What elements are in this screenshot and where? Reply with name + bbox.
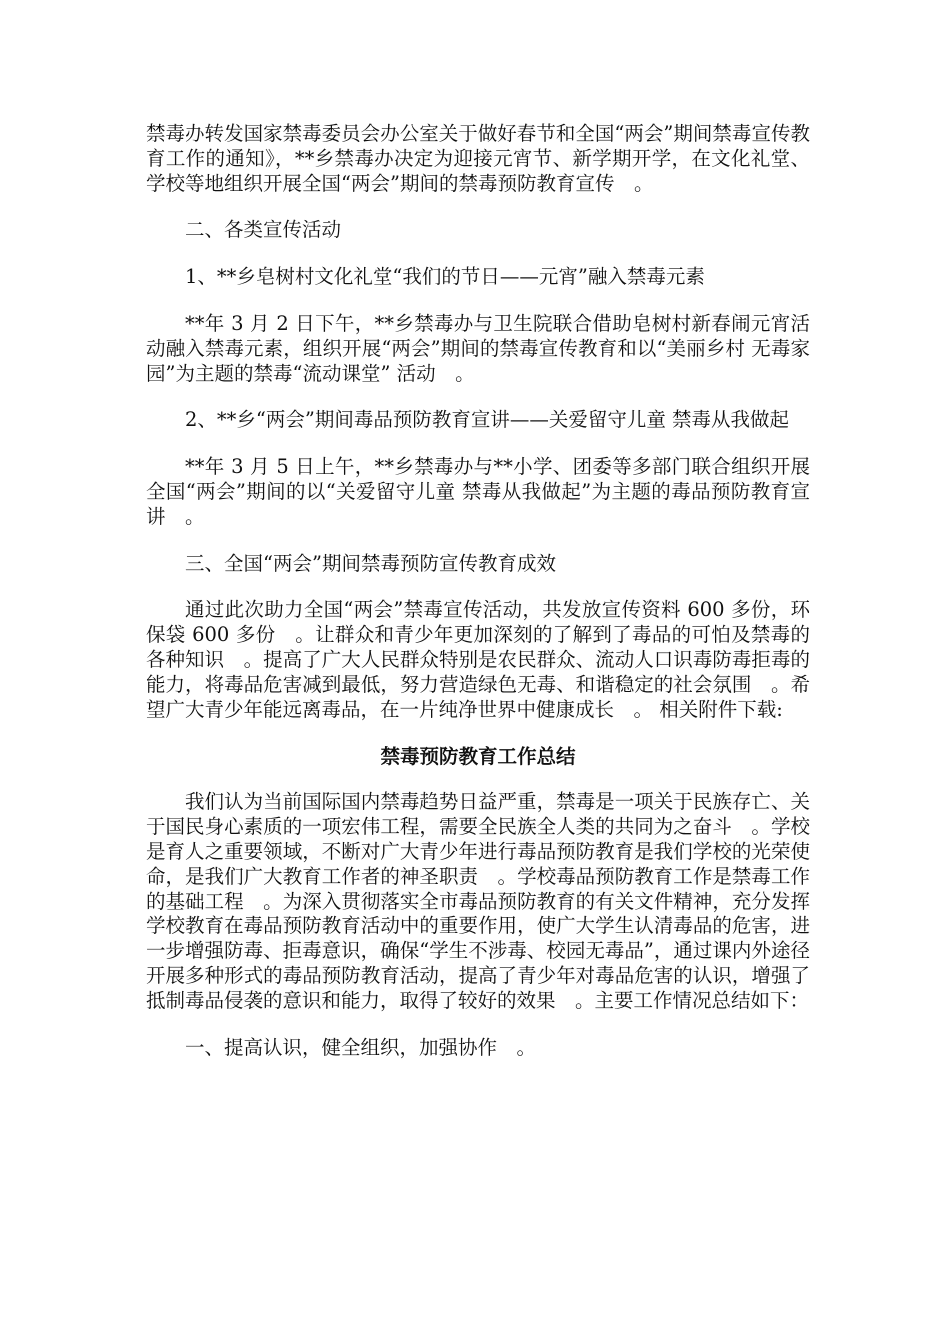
section-heading-results: 三、全国“两会”期间禁毒预防宣传教育成效 xyxy=(185,551,556,575)
document-page xyxy=(146,122,810,1082)
activity-1-body: **年 3 月 2 日下午，**乡禁毒办与卫生院联合借助皂树村新春闹元宵活动融入禁毒元素，组织开展“两会”期间的禁毒宣传教育和以“美丽乡村 无毒家园”为主题的禁毒“流动课堂” 活动 。 xyxy=(146,311,810,385)
summary-title: 禁毒预防教育工作总结 xyxy=(380,745,576,769)
activity-2-title: 2、**乡“两会”期间毒品预防教育宣讲——关爱留守儿童 禁毒从我做起 xyxy=(185,408,790,432)
results-paragraph: 通过此次助力全国“两会”禁毒宣传活动，共发放宣传资料 600 多份，环保袋 600 多份 。让群众和青少年更加深刻的了解到了毒品的可怕及禁毒的各种知识 。提高了广大人民群众特别是农民群众、流动人口识毒防毒拒毒的能力，将毒品危害减到最低，努力营造绿色无毒、和谐稳定的社会氛围 。希望广大青少年能远离毒品，在一片纯净世界中健康成长 。 相关附件下载: xyxy=(146,598,810,721)
activity-1-title: 1、**乡皂树村文化礼堂“我们的节日——元宵”融入禁毒元素 xyxy=(185,265,705,289)
summary-paragraph: 我们认为当前国际国内禁毒趋势日益严重，禁毒是一项关于民族存亡、关于国民身心素质的一项宏伟工程，需要全民族全人类的共同为之奋斗 。学校是育人之重要领域，不断对广大青少年进行毒品预防教育是我们学校的光荣使命，是我们广大教育工作者的神圣职责 。学校毒品预防教育工作是禁毒工作的基础工程 。为深入贯彻落实全市毒品预防教育的有关文件精神，充分发挥学校教育在毒品预防教育活动中的重要作用，使广大学生认清毒品的危害，进一步增强防毒、拒毒意识，确保“学生不涉毒、校园无毒品”，通过课内外途径开展多种形式的毒品预防教育活动，提高了青少年对毒品危害的认识，增强了抵制毒品侵袭的意识和能力，取得了较好的效果 。主要工作情况总结如下： xyxy=(146,790,810,1012)
section-heading-awareness: 一、提高认识，健全组织，加强协作 。 xyxy=(185,1035,537,1059)
section-heading-activities: 二、各类宣传活动 xyxy=(185,218,342,242)
activity-2-body: **年 3 月 5 日上午，**乡禁毒办与**小学、团委等多部门联合组织开展全国“两会”期间的以“关爱留守儿童 禁毒从我做起”为主题的毒品预防教育宣讲 。 xyxy=(146,455,810,528)
intro-paragraph: 禁毒办转发国家禁毒委员会办公室关于做好春节和全国“两会”期间禁毒宣传教育工作的通知》，**乡禁毒办决定为迎接元宵节、新学期开学，在文化礼堂、学校等地组织开展全国“两会”期间的禁毒预防教育宣传 。 xyxy=(146,122,810,195)
